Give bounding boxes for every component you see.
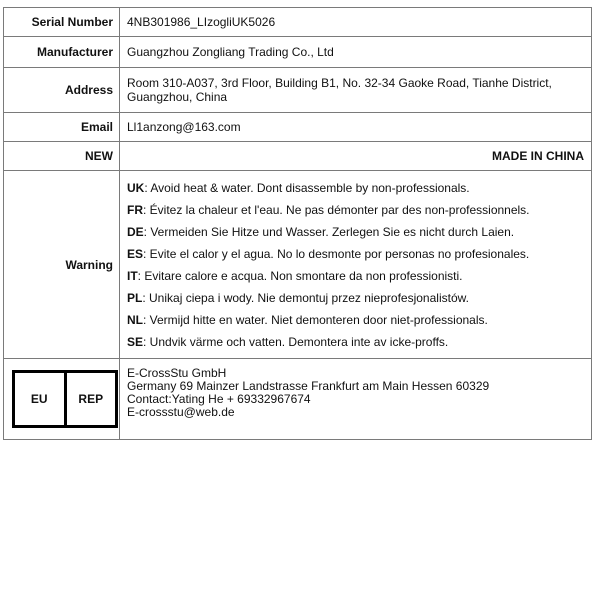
serial-number-row [4, 8, 592, 37]
rep-contact: Contact:Yating He + 69332967674 [127, 392, 311, 406]
lang-code: IT [127, 268, 138, 283]
warning-line-it [127, 265, 584, 287]
warning-line-se [127, 331, 584, 353]
eu-rep-symbol [12, 370, 118, 428]
rep-address: Germany 69 Mainzer Landstrasse Frankfurt am Main Hessen 60329 [127, 379, 490, 393]
manufacturer-row [4, 37, 592, 68]
address-row [4, 68, 592, 113]
eu-rep-details [120, 359, 592, 440]
product-label-table [3, 7, 592, 440]
address-label: Address [4, 68, 120, 113]
warning-line-fr [127, 199, 584, 221]
warning-row [4, 171, 592, 359]
warning-line-de [127, 221, 584, 243]
email-row [4, 113, 592, 142]
lang-code: ES [127, 246, 144, 261]
email-value: Ll1anzong@163.com [120, 113, 592, 142]
eu-rep-symbol-cell [4, 359, 120, 440]
rep-company: E-CrossStu GmbH [127, 366, 227, 380]
made-in-china-text: MADE IN CHINA [120, 142, 592, 171]
eu-rep-row [4, 359, 592, 440]
rep-email: E-crossstu@web.de [127, 405, 235, 419]
warning-text: : Unikaj ciepa i wody. Nie demontuj przez nieprofesjonalistów. [142, 290, 469, 305]
lang-code: FR [127, 202, 143, 217]
address-value: Room 310-A037, 3rd Floor, Building B1, No. 32-34 Gaoke Road, Tianhe District, Guangzhou, China [120, 68, 592, 113]
lang-code: SE [127, 334, 144, 349]
warning-text: : Évitez la chaleur et l'eau. Ne pas démonter par des non-professionnels. [143, 202, 530, 217]
warning-label: Warning [4, 171, 120, 359]
warning-text: : Evitare calore e acqua. Non smontare da non professionisti. [137, 268, 463, 283]
new-label: NEW [4, 142, 120, 171]
lang-code: NL [127, 312, 143, 327]
warning-text: : Avoid heat & water. Dont disassemble by non-professionals. [144, 180, 470, 195]
lang-code: PL [127, 290, 143, 305]
manufacturer-value: Guangzhou Zongliang Trading Co., Ltd [120, 37, 592, 68]
warning-line-es [127, 243, 584, 265]
warning-line-uk [127, 177, 584, 199]
serial-number-value: 4NB301986_LIzogliUK5026 [120, 8, 592, 37]
origin-row [4, 142, 592, 171]
lang-code: DE [127, 224, 144, 239]
warning-text: : Undvik värme och vatten. Demontera inte av icke-proffs. [143, 334, 449, 349]
warning-text-block [120, 171, 592, 359]
manufacturer-label: Manufacturer [4, 37, 120, 68]
lang-code: UK [127, 180, 145, 195]
email-label: Email [4, 113, 120, 142]
warning-line-pl [127, 287, 584, 309]
warning-text: : Vermeiden Sie Hitze und Wasser. Zerlegen Sie es nicht durch Laien. [143, 224, 515, 239]
serial-number-label: Serial Number [4, 8, 120, 37]
warning-text: : Evite el calor y el agua. No lo desmonte por personas no profesionales. [143, 246, 530, 261]
rep-mark: REP [78, 392, 104, 406]
eu-mark: EU [15, 373, 67, 425]
warning-text: : Vermijd hitte en water. Niet demonteren door niet-professionals. [143, 312, 488, 327]
warning-line-nl [127, 309, 584, 331]
